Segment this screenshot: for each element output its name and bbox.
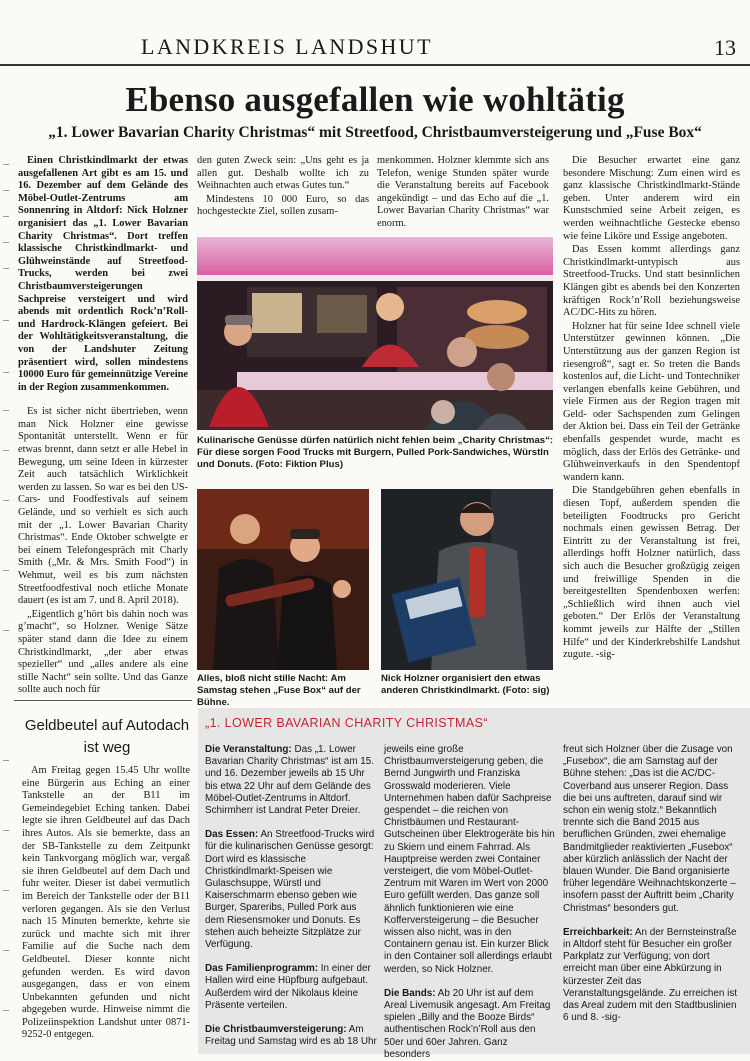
info-label: Das Essen: [205, 829, 259, 841]
info-item [384, 744, 556, 976]
food-truck-photo [197, 237, 553, 430]
info-label: Die Veranstaltung: [205, 744, 292, 755]
info-text: Das „1. Lower Bavarian Charity Christmas“ ist am 15. und 16. Dezember jeweils ab 15 Uhr bis etwa 22 Uhr auf dem Gelände des Möbel-Outlet-Zentrums in Altdorf. Schirmherr ist Landrat Peter Dreier. [205, 744, 375, 817]
info-label: Die Christbaumversteigerung: [205, 1024, 347, 1036]
article-headline: Ebenso ausgefallen wie wohltätig [125, 80, 625, 119]
cut-off-column [0, 150, 14, 1050]
info-text: jeweils eine große Christbaumversteigerung geben, die Bernd Jungwirth und Franziska Grosswald moderieren. Viele Unternehmen haben dafür Sachpreise gespendet – die reichen von Christbäumen und Restaurant-Gutscheinen über Elektrogeräte bis hin zu Skiern und einem Fahrrad. Als Hauptpreise werden zwei Container versteigert, die vom Möbel-Outlet-Zentrum mit Waren im Wert von 2000 Euro gefüllt werden. Das ganze soll ähnlich funktionieren wie eine Kofferversteigerung – die Besucher wissen also nicht, was in den Containern genau ist. Ein kurzer Blick in den Container soll allerdings erlaubt werden, so Nick Holzner. [384, 744, 555, 975]
info-box-title: „1. LOWER BAVARIAN CHARITY CHRISTMAS“ [205, 716, 488, 730]
info-text: Am Freitag und Samstag wird es ab 18 Uhr [205, 1024, 377, 1048]
info-label: Erreichbarkeit: [563, 926, 633, 938]
info-text: freut sich Holzner über die Zusage von „Fusebox“, die am Samstag auf der Bühne stehen: „Das ist die AC/DC-Coverband aus unserer Region. Dass die bei uns auftreten, darauf sind wir schon ein wenig stolz.“ Bekanntlich trennte sich die Band 2015 aus beruflichen Gründen, zwei ehemalige Bandmitglieder reaktivierten „Fusebox“ aber kürzlich anlässlich der Nacht der blauen Wunder. Die Band organisierte früher legendäre Weihnachtskonzerte – insofern passt der Auftritt beim „Charity Christmas“ besonders gut. [563, 744, 736, 914]
section-title: LANDKREIS LANDSHUT [141, 34, 433, 59]
info-item [205, 829, 377, 951]
article-paragraph: Holzner hat für seine Idee schnell viele Unterstützer gewinnen können. „Die Unterstützung aus der ganzen Region ist riesengroß“, sagt er. So treten die Bands kostenlos auf, die Licht- und Tontechniker verlangen ebenfalls keine Gebühren, und viele Firmen aus der Region tragen mit Geld- oder Sachspenden zum Gelingen der Aktion bei. Dass ein Teil der Getränke ebenfalls gespendet wurde, macht es möglich, dass der Erlös des Getränke- und Glühweinverkaufs in den Spendentopf wandern kann. [563, 320, 740, 483]
band-photo [197, 489, 369, 670]
info-item [384, 988, 556, 1061]
article-paragraph: menkommen. Holzner klemmte sich ans Telefon, wenige Stunden später wurde die Veranstaltung bereits auf Facebook angekündigt – und das Echo auf die „1. Lower Bavarian Charity Christmas“ war enorm. [377, 155, 549, 229]
info-box-column-1 [205, 744, 377, 1048]
info-box-column-3 [563, 744, 740, 1024]
article-column-2 [197, 155, 369, 219]
article-paragraph: Mindestens 10 000 Euro, so das hochgesteckte Ziel, sollen zusam- [197, 193, 369, 218]
info-label: Das Familienprogramm: [205, 963, 319, 975]
info-box-column-2 [384, 744, 556, 1061]
sidebar-paragraph: Am Freitag gegen 15.45 Uhr wollte eine Bürgerin aus Eching an einer Tankstelle an der B11 im Gemeindegebiet Eching tanken. Dabei legte sie ihren Geldbeutel auf das Dach ihres Autos. Als sie bemerkte, dass an der SB-Tankstelle zu dem Zeitpunkt kein Tankvorgang möglich war, vergaß sie ihren Geldbeutel auf dem Dach und fuhr weiter. Dieser ist dabei vermutlich im Bereich der Tankstelle oder der B11 verloren gegangen. Als sie den Verlust nach 15 Minuten bemerkte, kehrte sie zurück und machte sich mit ihrer Familie auf die Suche nach dem Geldbeutel. Dieser konnte nicht gefunden werden. Es wird davon ausgegangen, dass er von einem Unbekannten gefunden und nicht abgegeben wurde. Hinweise nimmt die Polizeiinspektion Landshut unter 0871-9252-0 entgegen. [22, 765, 190, 1041]
article-paragraph: Die Besucher erwartet eine ganz besondere Mischung: Zum einen wird es ganz klassische Christkindlmarkt-Stände geben. Unter anderem wird ein Kunstschmied seine Arbeit zeigen, es werden weihnachtliche Gestecke ebenso wie feine Liköre und Essige angeboten. [563, 155, 740, 242]
article-paragraph: Es ist sicher nicht übertrieben, wenn man Nick Holzner eine gewisse Spontanität unterstellt. Wenn er für etwas brennt, dann setzt er alle Hebel in Bewegung, um seine Ideen in kürzester Zeit auch tatsächlich Wirklichkeit werden zu lassen. So war es bei den US-Cars- und Foodfestivals auf seinem Gelände, und so verhielt es sich auch mit der „1. Lower Bavarian Charity Christmas“. Ende Oktober schwelgte er bei einem Telefongespräch mit Charly Smith („Mr. & Mrs. Smith Food“) in Wehmut, weil es bis zum nächsten Streetfoodfestival noch etliche Monate dauert (es ist am 7. und 8. April 2018). [18, 406, 188, 607]
sidebar-headline: Geldbeutel auf Autodach ist weg [24, 717, 190, 756]
info-item [205, 963, 377, 1012]
header-divider [0, 64, 750, 66]
holzner-photo [381, 489, 553, 670]
info-item [205, 1024, 377, 1048]
info-label: Die Bands: [384, 987, 436, 999]
info-item [205, 744, 377, 817]
article-subheadline: „1. Lower Bavarian Charity Christmas“ mit Streetfood, Christbaumversteigerung und „Fuse Box“ [48, 124, 702, 141]
sidebar-divider [14, 700, 192, 701]
info-item [563, 744, 740, 915]
article-paragraph: „Eigentlich g’hört bis dahin noch was g’macht“, so Holzner. Wenige Sätze später stand dann die Idee zu einem Christkindlmarkt, „der aber etwas spezieller“ und „alles andere als eine stille Nacht“ sein sollte. Und das Ganze sollte auch noch für [18, 608, 188, 696]
article-column-4 [563, 155, 740, 662]
article-paragraph: Die Standgebühren gehen ebenfalls in diesen Topf, außerdem spenden die beteiligten Foodtrucks pro Gericht nochmals einen gewissen Betrag. Der Eintritt zu der Veranstaltung ist frei, allerdings hofft Holzner natürlich, dass sich auch die Besucher großzügig zeigen und freiwillige Spenden in die bereitgestellten Spendenboxen werfen: „Schließlich wird ihnen auch viel geboten.“ Der Erlös der Veranstaltung kommt jeweils zur Hälfte der „Stillen Hilfe“ und der Kinderkrebshilfe Landshut zugute. -sig- [563, 485, 740, 661]
info-text: An Streetfood-Trucks wird für die kulinarischen Genüsse gesorgt: Dort wird es klassische Christkindlmarkt-Speisen wie Gulaschsuppe, Würstl und Kaiserschmarrn ebenso geben wie Burger, Spareribs, Pulled Pork aus dem Riesensmoker und Donuts. Es stehen auch beheizte Sitzplätze zur Verfügung. [205, 829, 375, 951]
page-number: 13 [714, 35, 736, 60]
sidebar-story-body [22, 765, 190, 1042]
article-column-3 [377, 155, 549, 231]
article-paragraph: Das Essen kommt allerdings ganz Christkindlmarkt-untypisch aus Streetfood-Trucks. Und statt besinnlichen Klängen gibt es abends bei den Konzerten kräftigen Rock’n’Roll beziehungsweise AC/DC-Hits zu hören. [563, 244, 740, 319]
info-text: Ab 20 Uhr ist auf dem Areal Livemusik angesagt. Am Freitag spielen „Billy and the Booze Birds“ authentischen Rock’n’Roll aus den 50er und 60er Jahren. Ganz besonders [384, 987, 551, 1060]
band-caption: Alles, bloß nicht stille Nacht: Am Samstag stehen „Fuse Box“ auf der Bühne. [197, 673, 361, 708]
info-text: In einer der Hallen wird eine Hüpfburg aufgebaut. Außerdem wird der Nikolaus kleine Präsente verteilen. [205, 963, 371, 1011]
article-column-1 [18, 155, 188, 697]
info-text: An der Bernsteinstraße in Altdorf steht für Besucher ein großer Parkplatz zur Verfügung; von dort erreicht man über eine Abkürzung in kürzester Zeit das Veranstaltungsgelände. Zu erreichen ist das Areal zudem mit den Stadtbuslinien 6 und 8. -sig- [563, 926, 738, 1024]
article-lead: Einen Christkindlmarkt der etwas ausgefallenen Art gibt es am 15. und 16. Dezember auf dem Gelände des Möbel-Outlet-Zentrums am Sonnenring in Altdorf: Nick Holzner organisiert das „1. Lower Bavarian Charity Christmas“. Dort treffen klassische Christkindlmarkt- und Glühweinstände auf Streetfood-Trucks, werden bei zwei Christbaumversteigerungen Sachpreise versteigert und wird abends mit ordentlich Rock’n’Roll- und Hardrock-Klängen gefeiert. Bei der Wohltätigkeitsveranstaltung, die von der Landshuter Zeitung präsentiert wird, sollen mindestens 10000 Euro für gemeinnützige Vereine in der Region zusammenkommen. [18, 155, 188, 393]
holzner-caption: Nick Holzner organisiert den etwas anderen Christkindlmarkt. (Foto: sig) [381, 673, 550, 696]
info-item [563, 927, 740, 1025]
article-paragraph: den guten Zweck sein: „Uns geht es ja allen gut. Deshalb wollte ich zu Weihnachten auch etwas Gutes tun.“ [197, 155, 369, 192]
food-truck-caption: Kulinarische Genüsse dürfen natürlich nicht fehlen beim „Charity Christmas“: Für diese sorgen Food Trucks mit Burgern, Pulled Pork-Sandwiches, Würstln und Donuts. (Foto: Fiktion Plus) [197, 435, 554, 470]
